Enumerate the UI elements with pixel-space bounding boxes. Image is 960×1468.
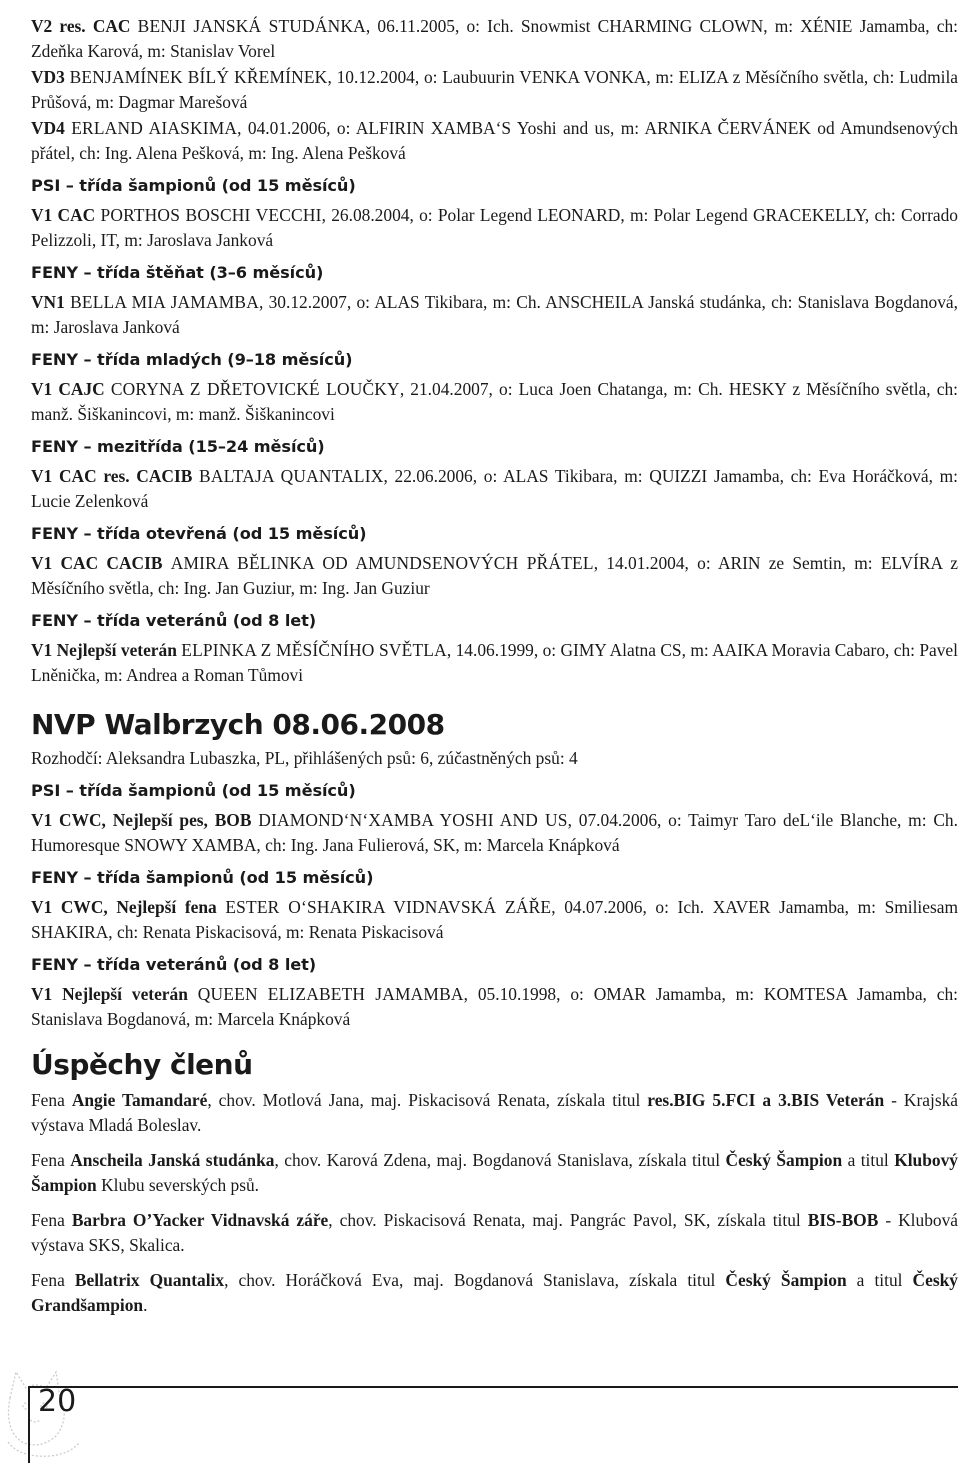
entry: V2 res. CAC BENJI JANSKÁ STUDÁNKA, 06.11.2005, o: Ich. Snowmist CHARMING CLOWN, m: XÉNIE Jamamba, ch: Zdeňka Karová, m: Stanislav Vorel	[31, 16, 958, 61]
class-heading: PSI – třída šampionů (od 15 měsíců)	[31, 176, 356, 195]
entries-top	[31, 14, 958, 166]
entry: VN1 BELLA MIA JAMAMBA, 30.12.2007, o: ALAS Tikibara, m: Ch. ANSCHEILA Janská studánka, ch: Stanislava Bogdanová, m: Jaroslava Janková	[31, 292, 958, 337]
success-item: Fena Anscheila Janská studánka, chov. Karová Zdena, maj. Bogdanová Stanislava, získala titul Český Šampion a titul Klubový Šampion Klubu severských psů.	[31, 1150, 958, 1195]
entry: V1 CWC, Nejlepší pes, BOB DIAMOND‘N‘XAMBA YOSHI AND US, 07.04.2006, o: Taimyr Taro deL‘ile Blanche, m: Ch. Humoresque SNOWY XAMBA, ch: Ing. Jana Fulierová, SK, m: Marcela Knápková	[31, 810, 958, 855]
entry: VD3 BENJAMÍNEK BÍLÝ KŘEMÍNEK, 10.12.2004, o: Laubuurin VENKA VONKA, m: ELIZA z Měsíčního světla, ch: Ludmila Průšová, m: Dagmar Marešová	[31, 67, 959, 112]
page-number: 20	[38, 1384, 77, 1419]
class-heading: FENY – třída otevřená (od 15 měsíců)	[31, 524, 367, 543]
entry: V1 CWC, Nejlepší fena ESTER O‘SHAKIRA VIDNAVSKÁ ZÁŘE, 04.07.2006, o: Ich. XAVER Jamamba, m: Smiliesam SHAKIRA, ch: Renata Piskacisová, m: Renata Piskacisová	[31, 897, 958, 942]
page-rule-horizontal	[28, 1386, 958, 1388]
class-heading: FENY – třída šampionů (od 15 měsíců)	[31, 868, 374, 887]
success-item: Fena Barbra O’Yacker Vidnavská záře, chov. Piskacisová Renata, maj. Pangrác Pavol, SK, získala titul BIS-BOB - Klubová výstava SKS, Skalica.	[31, 1210, 959, 1255]
entry: V1 CAC PORTHOS BOSCHI VECCHI, 26.08.2004, o: Polar Legend LEONARD, m: Polar Legend GRACEKELLY, ch: Corrado Pelizzoli, IT, m: Jaroslava Janková	[31, 205, 958, 250]
document-page	[31, 14, 958, 1328]
entry: V1 Nejlepší veterán QUEEN ELIZABETH JAMAMBA, 05.10.1998, o: OMAR Jamamba, m: KOMTESA Jamamba, ch: Stanislava Bogdanová, m: Marcela Knápková	[31, 984, 958, 1029]
class-heading: FENY – třída veteránů (od 8 let)	[31, 611, 317, 630]
class-heading: FENY – třída veteránů (od 8 let)	[31, 955, 317, 974]
page-rule-vertical	[28, 1386, 30, 1463]
entry: V1 CAC CACIB AMIRA BĚLINKA OD AMUNDSENOVÝCH PŘÁTEL, 14.01.2004, o: ARIN ze Semtin, m: ELVÍRA z Měsíčního světla, ch: Ing. Jan Guziur, m: Ing. Jan Guziur	[31, 553, 958, 598]
class-heading: FENY – třída mladých (9–18 měsíců)	[31, 350, 353, 369]
success-item: Fena Bellatrix Quantalix, chov. Horáčková Eva, maj. Bogdanová Stanislava, získala titul Český Šampion a titul Český Grandšampion.	[31, 1270, 958, 1315]
class-heading: FENY – třída štěňat (3–6 měsíců)	[31, 263, 324, 282]
success-item: Fena Angie Tamandaré, chov. Motlová Jana, maj. Piskacisová Renata, získala titul res.BIG 5.FCI a 3.BIS Veterán - Krajská výstava Mladá Boleslav.	[31, 1090, 959, 1135]
members-title: Úspěchy členů	[31, 1048, 253, 1081]
show-title: NVP Walbrzych 08.06.2008	[31, 708, 445, 741]
class-heading: FENY – mezitřída (15–24 měsíců)	[31, 437, 325, 456]
entry: VD4 ERLAND AIASKIMA, 04.01.2006, o: ALFIRIN XAMBA‘S Yoshi and us, m: ARNIKA ČERVÁNEK od Amundsenových přátel, ch: Ing. Alena Pešková, m: Ing. Alena Pešková	[31, 118, 958, 163]
entry: V1 CAC res. CACIB BALTAJA QUANTALIX, 22.06.2006, o: ALAS Tikibara, m: QUIZZI Jamamba, ch: Eva Horáčková, m: Lucie Zelenková	[31, 466, 958, 511]
judge-line: Rozhodčí: Aleksandra Lubaszka, PL, přihlášených psů: 6, zúčastněných psů: 4	[31, 748, 578, 768]
entry: V1 CAJC CORYNA Z DŘETOVICKÉ LOUČKY, 21.04.2007, o: Luca Joen Chatanga, m: Ch. HESKY z Měsíčního světla, ch: manž. Šiškanincovi, m: manž. Šiškanincovi	[31, 379, 958, 424]
entry: V1 Nejlepší veterán ELPINKA Z MĚSÍČNÍHO SVĚTLA, 14.06.1999, o: GIMY Alatna CS, m: AAIKA Moravia Cabaro, ch: Pavel Lněnička, m: Andrea a Roman Tůmovi	[31, 640, 958, 685]
class-heading: PSI – třída šampionů (od 15 měsíců)	[31, 781, 356, 800]
